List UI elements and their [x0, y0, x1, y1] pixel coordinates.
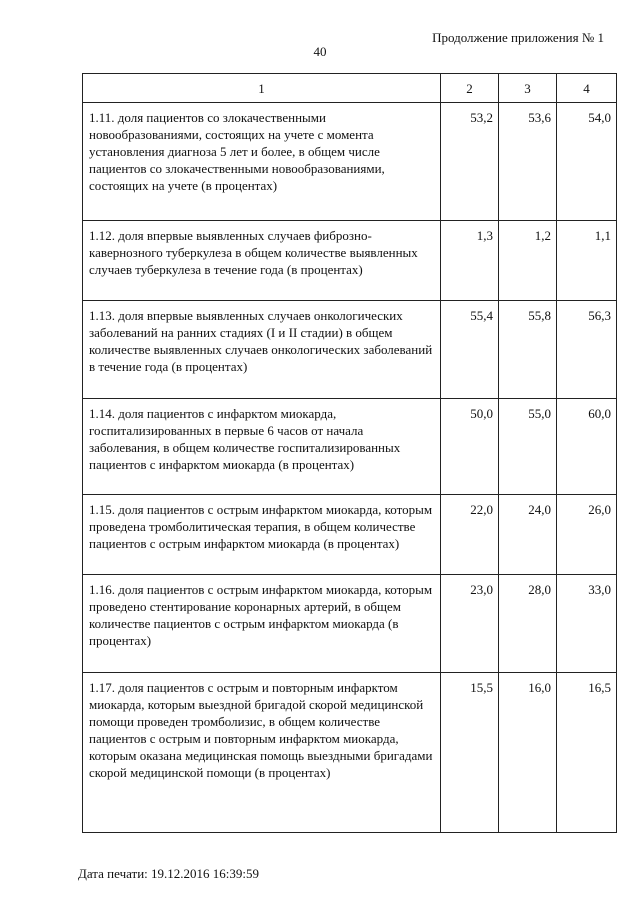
table-row — [83, 103, 617, 221]
page-number: 40 — [313, 44, 327, 59]
indicator-description: 1.16. доля пациентов с острым инфарктом миокарда, которым проведено стентирование коронарных артерий, в общем количестве пациентов с острым инфарктом миокарда (в процентах) — [83, 575, 441, 673]
indicator-value-col2: 23,0 — [441, 575, 499, 673]
column-header-2: 2 — [441, 74, 499, 103]
indicator-value-col3: 55,0 — [499, 399, 557, 495]
indicator-value-col4: 60,0 — [557, 399, 617, 495]
indicator-value-col3: 1,2 — [499, 221, 557, 301]
table-row — [83, 301, 617, 399]
indicator-value-col4: 1,1 — [557, 221, 617, 301]
indicator-value-col2: 22,0 — [441, 495, 499, 575]
column-header-3: 3 — [499, 74, 557, 103]
indicator-description: 1.14. доля пациентов с инфарктом миокарда, госпитализированных в первые 6 часов от начала заболевания, в общем количестве госпитализированных пациентов с инфарктом миокарда (в процентах) — [83, 399, 441, 495]
indicator-value-col2: 53,2 — [441, 103, 499, 221]
column-header-1: 1 — [83, 74, 441, 103]
print-date: Дата печати: 19.12.2016 16:39:59 — [78, 866, 260, 881]
indicator-value-col4: 56,3 — [557, 301, 617, 399]
indicator-value-col4: 54,0 — [557, 103, 617, 221]
indicator-description: 1.17. доля пациентов с острым и повторным инфарктом миокарда, которым выездной бригадой скорой медицинской помощи проведен тромболизис, в общем количестве пациентов с острым и повторным инфарктом миокарда, которым оказана медицинская помощь выездными бригадами скорой медицинской помощи (в процентах) — [83, 673, 441, 833]
table-row — [83, 673, 617, 833]
table-row — [83, 575, 617, 673]
table-header-row — [83, 74, 617, 103]
indicator-value-col4: 16,5 — [557, 673, 617, 833]
indicator-value-col2: 15,5 — [441, 673, 499, 833]
indicator-value-col2: 50,0 — [441, 399, 499, 495]
indicator-value-col3: 16,0 — [499, 673, 557, 833]
appendix-continuation-label: Продолжение приложения № 1 — [432, 30, 604, 45]
indicators-table — [82, 73, 617, 833]
indicator-description: 1.13. доля впервые выявленных случаев онкологических заболеваний на ранних стадиях (I и II стадии) в общем количестве выявленных случаев онкологических заболеваний в течение года (в процентах) — [83, 301, 441, 399]
indicator-value-col2: 1,3 — [441, 221, 499, 301]
table-row — [83, 399, 617, 495]
indicator-value-col3: 24,0 — [499, 495, 557, 575]
indicator-value-col3: 28,0 — [499, 575, 557, 673]
table-row — [83, 495, 617, 575]
table-row — [83, 221, 617, 301]
indicator-description: 1.12. доля впервые выявленных случаев фиброзно-кавернозного туберкулеза в общем количестве выявленных случаев туберкулеза в течение года (в процентах) — [83, 221, 441, 301]
indicator-value-col3: 53,6 — [499, 103, 557, 221]
indicator-description: 1.15. доля пациентов с острым инфарктом миокарда, которым проведена тромболитическая терапия, в общем количестве пациентов с острым инфарктом миокарда (в процентах) — [83, 495, 441, 575]
indicator-description: 1.11. доля пациентов со злокачественными новообразованиями, состоящих на учете с момента установления диагноза 5 лет и более, в общем числе пациентов со злокачественными новообразованиями, состоящих на учете (в процентах) — [83, 103, 441, 221]
column-header-4: 4 — [557, 74, 617, 103]
indicator-value-col4: 33,0 — [557, 575, 617, 673]
indicator-value-col2: 55,4 — [441, 301, 499, 399]
indicator-value-col3: 55,8 — [499, 301, 557, 399]
indicator-value-col4: 26,0 — [557, 495, 617, 575]
